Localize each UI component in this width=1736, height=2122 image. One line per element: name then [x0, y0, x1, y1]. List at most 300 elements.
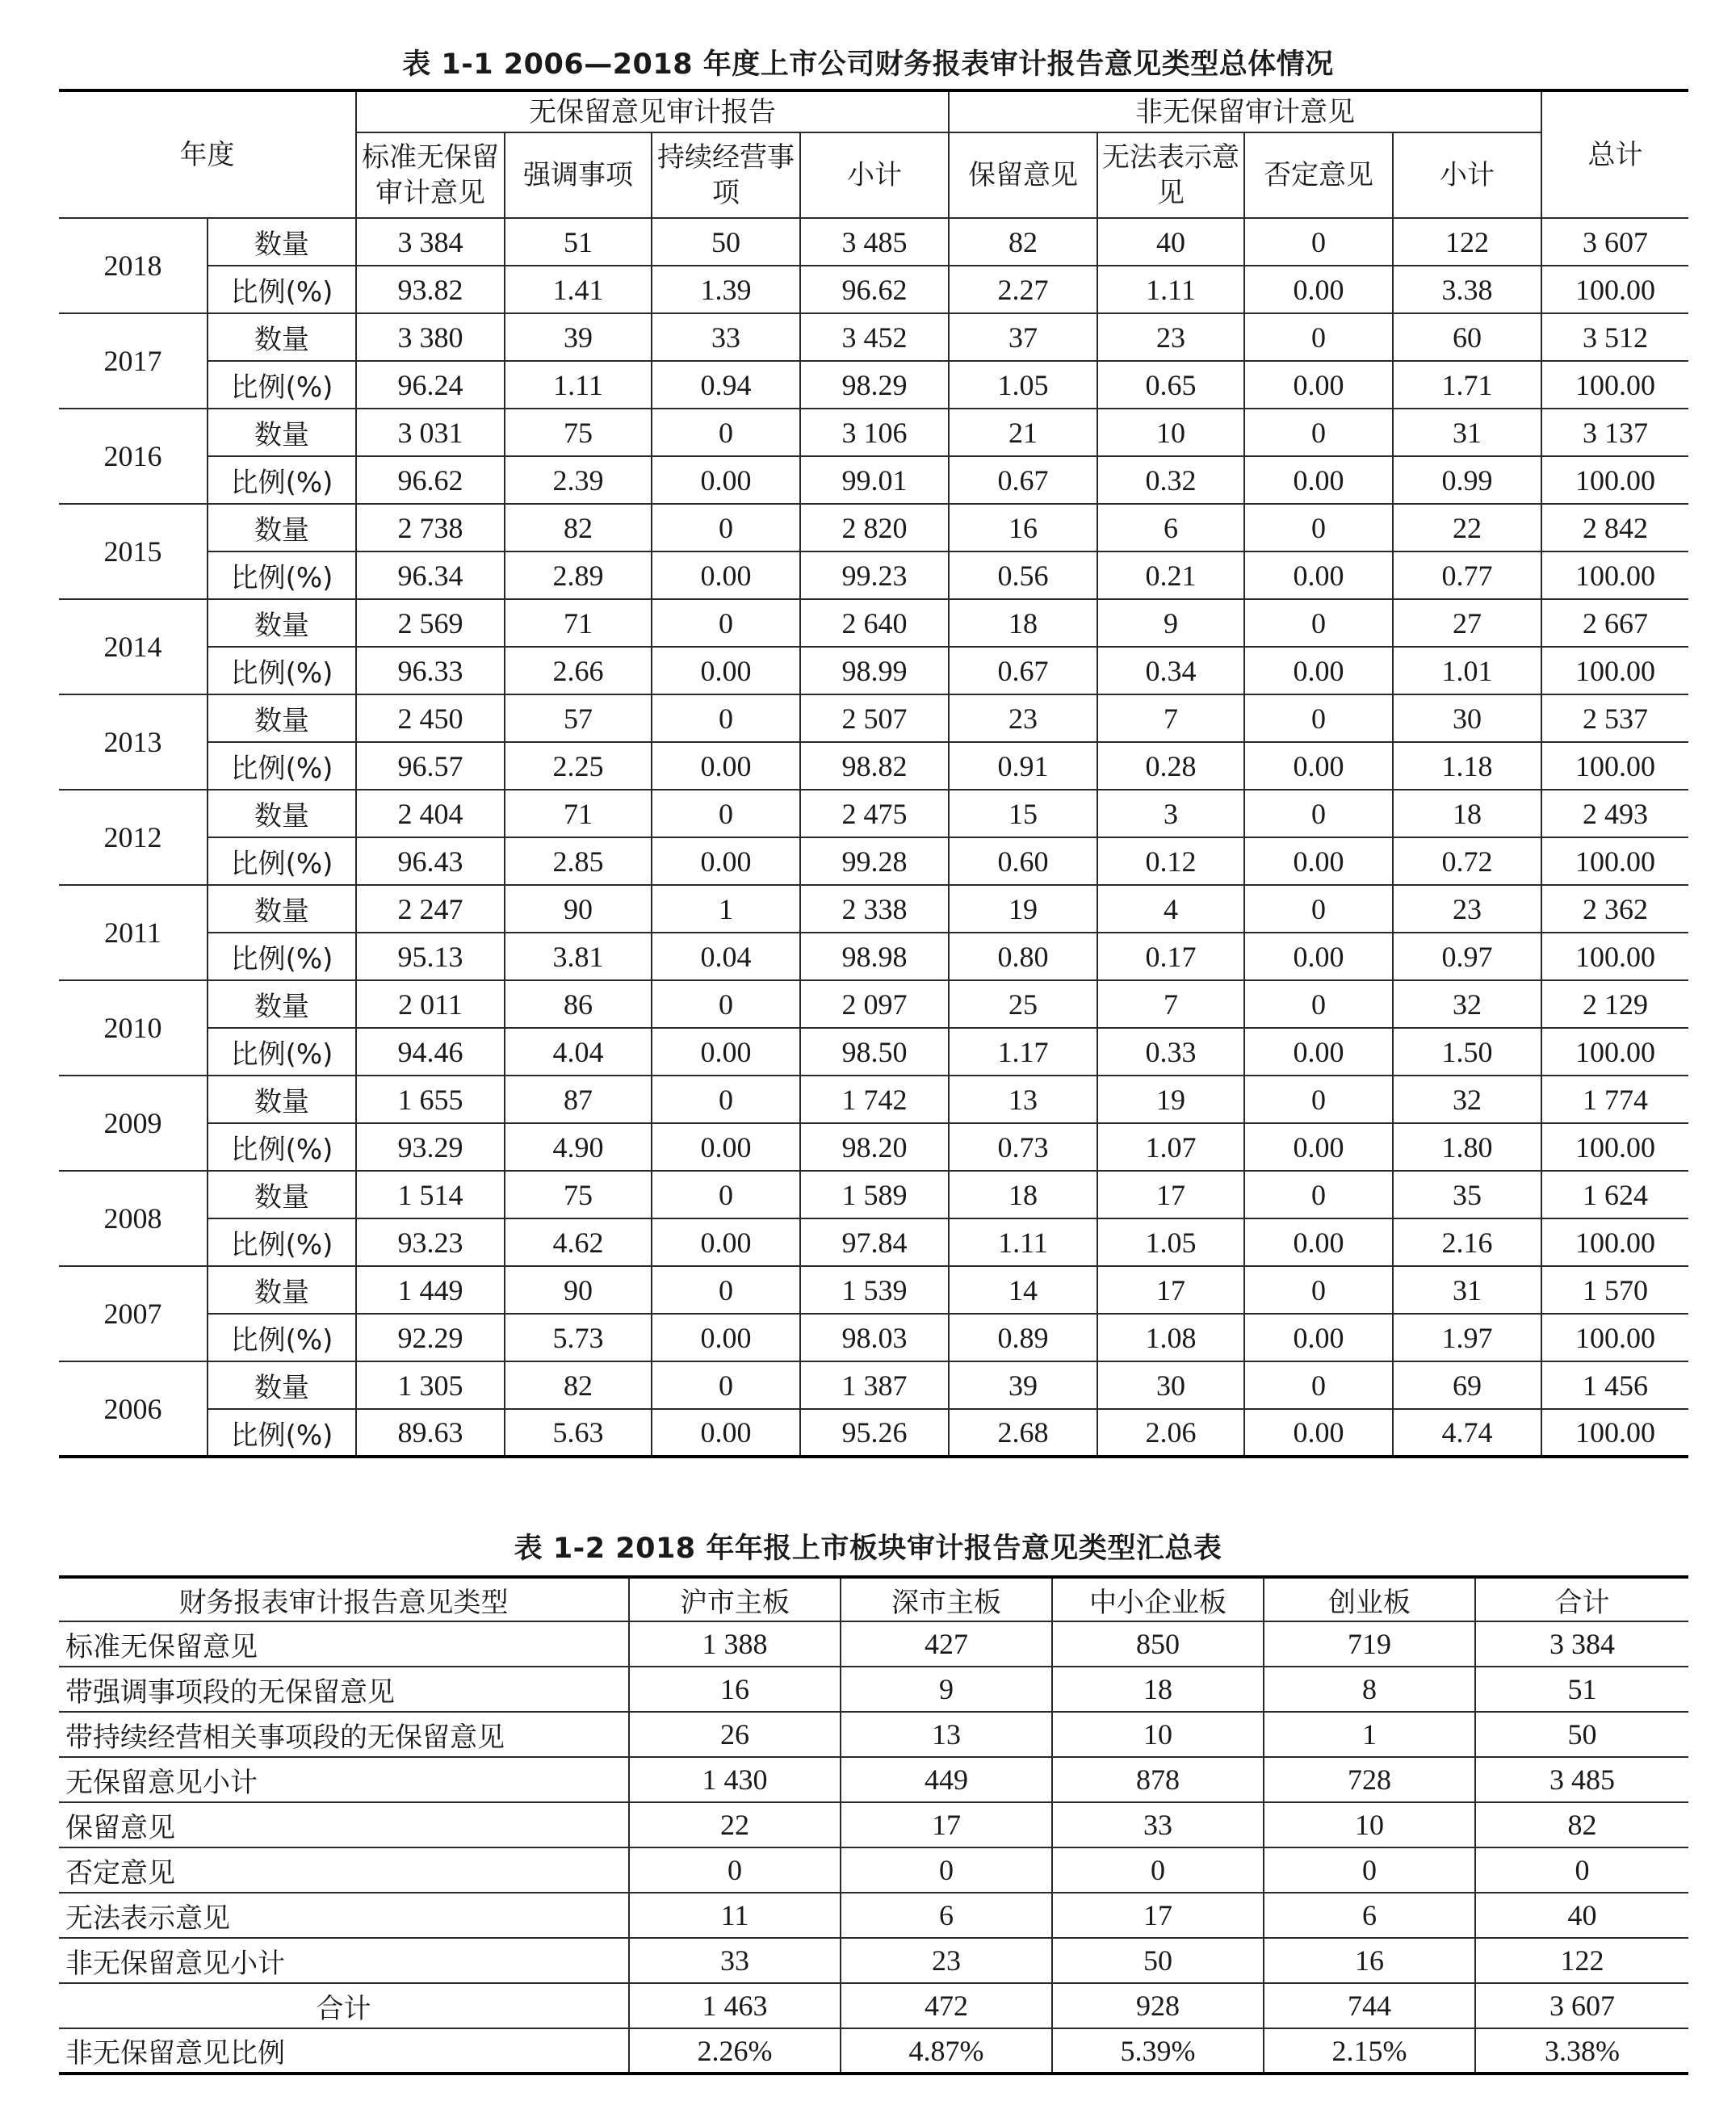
ratio-cell: 98.98 — [800, 933, 949, 980]
year-cell: 2018 — [59, 218, 208, 313]
table-row — [59, 694, 1688, 742]
count-cell: 0 — [1244, 504, 1393, 551]
count-cell: 51 — [505, 218, 652, 266]
count-cell: 86 — [505, 980, 652, 1028]
row-label-ratio: 比例(%) — [208, 361, 356, 409]
ratio-cell: 95.26 — [800, 1409, 949, 1457]
ratio-cell: 0.67 — [949, 456, 1097, 504]
ratio-cell: 0.94 — [652, 361, 800, 409]
row-label-ratio: 比例(%) — [208, 1409, 356, 1457]
value-cell: 744 — [1264, 1983, 1475, 2028]
value-cell: 4.87% — [841, 2028, 1052, 2074]
table-row — [59, 647, 1688, 694]
count-cell: 0 — [1244, 790, 1393, 837]
row-label-count: 数量 — [208, 885, 356, 933]
count-cell: 90 — [505, 885, 652, 933]
count-cell: 2 537 — [1541, 694, 1688, 742]
ratio-cell: 0.67 — [949, 647, 1097, 694]
opinion-type-label: 带强调事项段的无保留意见 — [59, 1667, 629, 1712]
count-cell: 30 — [1393, 694, 1541, 742]
ratio-cell: 100.00 — [1541, 1314, 1688, 1361]
count-cell: 25 — [949, 980, 1097, 1028]
ratio-cell: 0.00 — [1244, 1218, 1393, 1266]
value-cell: 928 — [1052, 1983, 1264, 2028]
count-cell: 31 — [1393, 1266, 1541, 1314]
ratio-cell: 100.00 — [1541, 1218, 1688, 1266]
year-cell: 2015 — [59, 504, 208, 599]
row-label-ratio: 比例(%) — [208, 266, 356, 313]
ratio-cell: 0.17 — [1097, 933, 1244, 980]
value-cell: 1 463 — [629, 1983, 841, 2028]
count-cell: 7 — [1097, 980, 1244, 1028]
count-cell: 4 — [1097, 885, 1244, 933]
value-cell: 6 — [841, 1893, 1052, 1938]
ratio-cell: 4.62 — [505, 1218, 652, 1266]
count-cell: 31 — [1393, 409, 1541, 456]
value-cell: 6 — [1264, 1893, 1475, 1938]
count-cell: 0 — [1244, 885, 1393, 933]
value-cell: 3 607 — [1475, 1983, 1688, 2028]
opinion-type-label: 无法表示意见 — [59, 1893, 629, 1938]
ratio-cell: 3.81 — [505, 933, 652, 980]
value-cell: 17 — [841, 1802, 1052, 1847]
table-row — [59, 790, 1688, 837]
count-cell: 0 — [652, 694, 800, 742]
count-cell: 18 — [949, 1171, 1097, 1218]
value-cell: 472 — [841, 1983, 1052, 2028]
ratio-cell: 1.11 — [505, 361, 652, 409]
ratio-cell: 1.41 — [505, 266, 652, 313]
count-cell: 39 — [949, 1361, 1097, 1409]
opinion-type-label: 否定意见 — [59, 1847, 629, 1893]
ratio-cell: 0.04 — [652, 933, 800, 980]
ratio-cell: 0.00 — [1244, 456, 1393, 504]
ratio-cell: 4.74 — [1393, 1409, 1541, 1457]
row-label-count: 数量 — [208, 1076, 356, 1123]
count-cell: 17 — [1097, 1171, 1244, 1218]
row-label-ratio: 比例(%) — [208, 1028, 356, 1076]
nonunqualified-group-header: 非无保留审计意见 — [949, 90, 1541, 132]
value-cell: 1 430 — [629, 1757, 841, 1802]
row-label-count: 数量 — [208, 1266, 356, 1314]
table-row — [59, 1409, 1688, 1457]
table-row — [59, 1028, 1688, 1076]
table-row — [59, 1314, 1688, 1361]
count-cell: 2 493 — [1541, 790, 1688, 837]
table-row — [59, 599, 1688, 647]
value-cell: 122 — [1475, 1938, 1688, 1983]
ratio-cell: 98.82 — [800, 742, 949, 790]
count-cell: 0 — [652, 1266, 800, 1314]
year-cell: 2011 — [59, 885, 208, 980]
ratio-cell: 0.12 — [1097, 837, 1244, 885]
count-cell: 32 — [1393, 1076, 1541, 1123]
value-cell: 13 — [841, 1712, 1052, 1757]
ratio-cell: 0.91 — [949, 742, 1097, 790]
table-row — [59, 1893, 1688, 1938]
count-cell: 87 — [505, 1076, 652, 1123]
count-cell: 3 137 — [1541, 409, 1688, 456]
year-cell: 2009 — [59, 1076, 208, 1171]
count-cell: 1 742 — [800, 1076, 949, 1123]
year-cell: 2017 — [59, 313, 208, 409]
count-cell: 2 097 — [800, 980, 949, 1028]
count-cell: 0 — [652, 599, 800, 647]
value-cell: 8 — [1264, 1667, 1475, 1712]
ratio-cell: 98.29 — [800, 361, 949, 409]
ratio-cell: 0.28 — [1097, 742, 1244, 790]
ratio-cell: 0.89 — [949, 1314, 1097, 1361]
count-cell: 33 — [652, 313, 800, 361]
year-header: 年度 — [59, 90, 356, 218]
count-cell: 3 485 — [800, 218, 949, 266]
opinion-type-label: 带持续经营相关事项段的无保留意见 — [59, 1712, 629, 1757]
table-row — [59, 742, 1688, 790]
ratio-cell: 4.90 — [505, 1123, 652, 1171]
table-row — [59, 218, 1688, 266]
count-cell: 16 — [949, 504, 1097, 551]
count-cell: 1 655 — [356, 1076, 505, 1123]
ratio-cell: 96.34 — [356, 551, 505, 599]
value-cell: 3 384 — [1475, 1621, 1688, 1667]
count-cell: 2 640 — [800, 599, 949, 647]
opinion-type-header: 财务报表审计报告意见类型 — [59, 1577, 629, 1621]
count-cell: 60 — [1393, 313, 1541, 361]
table-row — [59, 837, 1688, 885]
table1-caption: 表 1-1 2006—2018 年度上市公司财务报表审计报告意见类型总体情况 — [402, 48, 1334, 81]
count-cell: 2 820 — [800, 504, 949, 551]
count-cell: 1 570 — [1541, 1266, 1688, 1314]
table-row — [59, 1983, 1688, 2028]
count-cell: 1 774 — [1541, 1076, 1688, 1123]
count-cell: 0 — [652, 409, 800, 456]
row-label-ratio: 比例(%) — [208, 647, 356, 694]
opinion-type-label: 无保留意见小计 — [59, 1757, 629, 1802]
table-row — [59, 456, 1688, 504]
value-cell: 22 — [629, 1802, 841, 1847]
count-cell: 23 — [1393, 885, 1541, 933]
ratio-cell: 99.28 — [800, 837, 949, 885]
count-cell: 0 — [652, 790, 800, 837]
sme-board-header: 中小企业板 — [1052, 1577, 1264, 1621]
count-cell: 1 305 — [356, 1361, 505, 1409]
value-cell: 728 — [1264, 1757, 1475, 1802]
table-row — [59, 2028, 1688, 2074]
count-cell: 3 106 — [800, 409, 949, 456]
value-cell: 50 — [1475, 1712, 1688, 1757]
ratio-cell: 99.01 — [800, 456, 949, 504]
value-cell: 2.15% — [1264, 2028, 1475, 2074]
table-row — [59, 1757, 1688, 1802]
audit-opinion-summary-table — [59, 89, 1688, 1458]
value-cell: 1 388 — [629, 1621, 841, 1667]
ratio-cell: 100.00 — [1541, 1409, 1688, 1457]
year-cell: 2008 — [59, 1171, 208, 1266]
ratio-cell: 2.16 — [1393, 1218, 1541, 1266]
ratio-cell: 98.50 — [800, 1028, 949, 1076]
ratio-cell: 98.20 — [800, 1123, 949, 1171]
value-cell: 0 — [1475, 1847, 1688, 1893]
ratio-cell: 0.00 — [652, 742, 800, 790]
count-cell: 3 — [1097, 790, 1244, 837]
count-cell: 0 — [1244, 1266, 1393, 1314]
ratio-cell: 2.85 — [505, 837, 652, 885]
count-cell: 2 569 — [356, 599, 505, 647]
ratio-cell: 2.25 — [505, 742, 652, 790]
ratio-cell: 1.01 — [1393, 647, 1541, 694]
count-cell: 1 589 — [800, 1171, 949, 1218]
count-cell: 0 — [1244, 599, 1393, 647]
table-row — [59, 266, 1688, 313]
row-label-count: 数量 — [208, 409, 356, 456]
emphasis-header: 强调事项 — [505, 132, 652, 218]
row-label-ratio: 比例(%) — [208, 1314, 356, 1361]
table-row — [59, 1802, 1688, 1847]
year-cell: 2013 — [59, 694, 208, 790]
count-cell: 3 512 — [1541, 313, 1688, 361]
opinion-type-label: 非无保留意见小计 — [59, 1938, 629, 1983]
year-cell: 2006 — [59, 1361, 208, 1457]
ratio-cell: 0.73 — [949, 1123, 1097, 1171]
count-cell: 2 247 — [356, 885, 505, 933]
ratio-cell: 100.00 — [1541, 837, 1688, 885]
ratio-cell: 0.00 — [1244, 361, 1393, 409]
ratio-cell: 0.00 — [1244, 1028, 1393, 1076]
value-cell: 1 — [1264, 1712, 1475, 1757]
count-cell: 21 — [949, 409, 1097, 456]
ratio-cell: 3.38 — [1393, 266, 1541, 313]
subtotal-unqualified-header: 小计 — [800, 132, 949, 218]
count-cell: 69 — [1393, 1361, 1541, 1409]
count-cell: 6 — [1097, 504, 1244, 551]
row-label-count: 数量 — [208, 1171, 356, 1218]
ratio-cell: 5.73 — [505, 1314, 652, 1361]
ratio-cell: 92.29 — [356, 1314, 505, 1361]
row-label-count: 数量 — [208, 790, 356, 837]
ratio-cell: 100.00 — [1541, 361, 1688, 409]
count-cell: 2 129 — [1541, 980, 1688, 1028]
ratio-cell: 2.39 — [505, 456, 652, 504]
ratio-cell: 100.00 — [1541, 742, 1688, 790]
ratio-cell: 93.82 — [356, 266, 505, 313]
ratio-cell: 1.07 — [1097, 1123, 1244, 1171]
disclaimer-header: 无法表示意见 — [1097, 132, 1244, 218]
subtotal-nonunqualified-header: 小计 — [1393, 132, 1541, 218]
ratio-cell: 0.00 — [1244, 266, 1393, 313]
count-cell: 2 475 — [800, 790, 949, 837]
count-cell: 2 362 — [1541, 885, 1688, 933]
ratio-cell: 5.63 — [505, 1409, 652, 1457]
value-cell: 51 — [1475, 1667, 1688, 1712]
count-cell: 23 — [949, 694, 1097, 742]
value-cell: 33 — [629, 1938, 841, 1983]
count-cell: 90 — [505, 1266, 652, 1314]
ratio-cell: 100.00 — [1541, 1123, 1688, 1171]
count-cell: 3 380 — [356, 313, 505, 361]
opinion-type-label: 标准无保留意见 — [59, 1621, 629, 1667]
ratio-cell: 0.00 — [652, 1314, 800, 1361]
ratio-cell: 0.32 — [1097, 456, 1244, 504]
ratio-cell: 96.43 — [356, 837, 505, 885]
qualified-header: 保留意见 — [949, 132, 1097, 218]
ratio-cell: 0.77 — [1393, 551, 1541, 599]
count-cell: 0 — [1244, 694, 1393, 742]
row-label-ratio: 比例(%) — [208, 933, 356, 980]
count-cell: 0 — [652, 980, 800, 1028]
ratio-cell: 2.06 — [1097, 1409, 1244, 1457]
ratio-cell: 0.00 — [1244, 1409, 1393, 1457]
table-row — [59, 980, 1688, 1028]
year-cell: 2012 — [59, 790, 208, 885]
ratio-cell: 0.00 — [652, 1123, 800, 1171]
table-row — [59, 1361, 1688, 1409]
row-label-ratio: 比例(%) — [208, 1123, 356, 1171]
row-label-count: 数量 — [208, 694, 356, 742]
table-row — [59, 1667, 1688, 1712]
count-cell: 27 — [1393, 599, 1541, 647]
count-cell: 1 387 — [800, 1361, 949, 1409]
ratio-cell: 0.00 — [652, 1028, 800, 1076]
sh-main-board-header: 沪市主板 — [629, 1577, 841, 1621]
value-cell: 0 — [1264, 1847, 1475, 1893]
count-cell: 71 — [505, 599, 652, 647]
ratio-cell: 1.08 — [1097, 1314, 1244, 1361]
year-cell: 2014 — [59, 599, 208, 694]
ratio-cell: 100.00 — [1541, 1028, 1688, 1076]
ratio-cell: 0.72 — [1393, 837, 1541, 885]
table-row — [59, 1621, 1688, 1667]
ratio-cell: 100.00 — [1541, 456, 1688, 504]
ratio-cell: 0.00 — [652, 837, 800, 885]
value-cell: 16 — [629, 1667, 841, 1712]
count-cell: 50 — [652, 218, 800, 266]
ratio-cell: 0.00 — [1244, 933, 1393, 980]
ratio-cell: 1.18 — [1393, 742, 1541, 790]
count-cell: 3 452 — [800, 313, 949, 361]
ratio-cell: 96.62 — [800, 266, 949, 313]
ratio-cell: 1.80 — [1393, 1123, 1541, 1171]
row-label-count: 数量 — [208, 504, 356, 551]
value-cell: 82 — [1475, 1802, 1688, 1847]
count-cell: 9 — [1097, 599, 1244, 647]
ratio-cell: 100.00 — [1541, 266, 1688, 313]
count-cell: 19 — [949, 885, 1097, 933]
count-cell: 0 — [1244, 980, 1393, 1028]
count-cell: 75 — [505, 409, 652, 456]
ratio-cell: 0.56 — [949, 551, 1097, 599]
row-label-ratio: 比例(%) — [208, 837, 356, 885]
ratio-cell: 1.50 — [1393, 1028, 1541, 1076]
row-label-count: 数量 — [208, 1361, 356, 1409]
ratio-cell: 99.23 — [800, 551, 949, 599]
going-concern-header: 持续经营事项 — [652, 132, 800, 218]
count-cell: 2 011 — [356, 980, 505, 1028]
table-row — [59, 1712, 1688, 1757]
count-cell: 0 — [652, 504, 800, 551]
unqualified-group-header: 无保留意见审计报告 — [356, 90, 949, 132]
ratio-cell: 96.33 — [356, 647, 505, 694]
ratio-cell: 0.33 — [1097, 1028, 1244, 1076]
count-cell: 1 — [652, 885, 800, 933]
ratio-cell: 0.99 — [1393, 456, 1541, 504]
value-cell: 17 — [1052, 1893, 1264, 1938]
count-cell: 19 — [1097, 1076, 1244, 1123]
value-cell: 2.26% — [629, 2028, 841, 2074]
value-cell: 850 — [1052, 1621, 1264, 1667]
table2-body — [59, 1621, 1688, 2074]
count-cell: 2 507 — [800, 694, 949, 742]
value-cell: 40 — [1475, 1893, 1688, 1938]
adverse-header: 否定意见 — [1244, 132, 1393, 218]
chinext-board-header: 创业板 — [1264, 1577, 1475, 1621]
count-cell: 1 514 — [356, 1171, 505, 1218]
count-cell: 14 — [949, 1266, 1097, 1314]
count-cell: 3 384 — [356, 218, 505, 266]
count-cell: 1 539 — [800, 1266, 949, 1314]
table-row — [59, 1266, 1688, 1314]
count-cell: 0 — [1244, 313, 1393, 361]
table-row — [59, 361, 1688, 409]
ratio-cell: 1.17 — [949, 1028, 1097, 1076]
ratio-cell: 89.63 — [356, 1409, 505, 1457]
table-row — [59, 551, 1688, 599]
count-cell: 18 — [949, 599, 1097, 647]
count-cell: 1 456 — [1541, 1361, 1688, 1409]
count-cell: 17 — [1097, 1266, 1244, 1314]
total-header: 总计 — [1541, 90, 1688, 218]
table-row — [59, 885, 1688, 933]
ratio-cell: 100.00 — [1541, 933, 1688, 980]
ratio-cell: 93.23 — [356, 1218, 505, 1266]
opinion-type-label: 合计 — [59, 1983, 629, 2028]
table-row — [59, 1218, 1688, 1266]
ratio-cell: 1.71 — [1393, 361, 1541, 409]
row-label-count: 数量 — [208, 218, 356, 266]
count-cell: 15 — [949, 790, 1097, 837]
count-cell: 23 — [1097, 313, 1244, 361]
ratio-cell: 98.99 — [800, 647, 949, 694]
value-cell: 878 — [1052, 1757, 1264, 1802]
value-cell: 0 — [629, 1847, 841, 1893]
ratio-cell: 0.00 — [1244, 742, 1393, 790]
ratio-cell: 1.39 — [652, 266, 800, 313]
row-label-count: 数量 — [208, 599, 356, 647]
value-cell: 719 — [1264, 1621, 1475, 1667]
table-row — [59, 1076, 1688, 1123]
ratio-cell: 1.11 — [949, 1218, 1097, 1266]
value-cell: 9 — [841, 1667, 1052, 1712]
row-label-count: 数量 — [208, 313, 356, 361]
count-cell: 2 404 — [356, 790, 505, 837]
ratio-cell: 100.00 — [1541, 647, 1688, 694]
count-cell: 3 607 — [1541, 218, 1688, 266]
row-label-ratio: 比例(%) — [208, 456, 356, 504]
ratio-cell: 95.13 — [356, 933, 505, 980]
ratio-cell: 1.11 — [1097, 266, 1244, 313]
ratio-cell: 4.04 — [505, 1028, 652, 1076]
ratio-cell: 0.00 — [652, 1218, 800, 1266]
count-cell: 71 — [505, 790, 652, 837]
value-cell: 10 — [1052, 1712, 1264, 1757]
count-cell: 1 624 — [1541, 1171, 1688, 1218]
count-cell: 0 — [1244, 409, 1393, 456]
ratio-cell: 1.05 — [949, 361, 1097, 409]
count-cell: 82 — [949, 218, 1097, 266]
count-cell: 35 — [1393, 1171, 1541, 1218]
value-cell: 5.39% — [1052, 2028, 1264, 2074]
opinion-type-label: 保留意见 — [59, 1802, 629, 1847]
value-cell: 449 — [841, 1757, 1052, 1802]
